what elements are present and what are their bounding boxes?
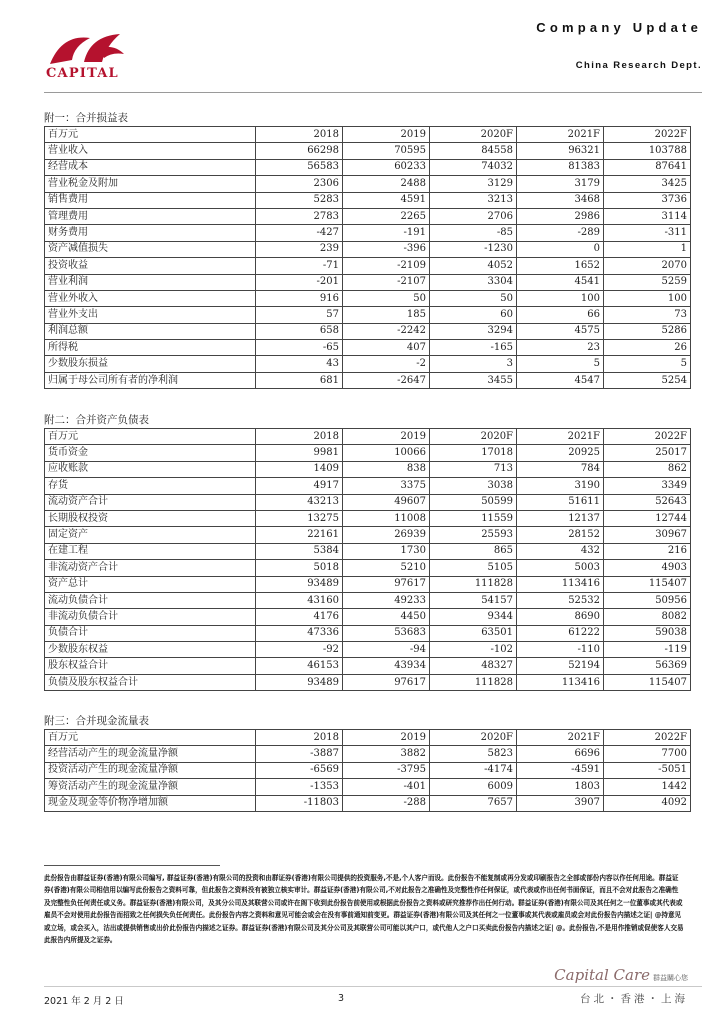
value-cell: 23 (517, 340, 604, 356)
value-cell: -165 (430, 340, 517, 356)
year-header: 2021F (517, 429, 604, 445)
value-cell: 50 (430, 290, 517, 306)
value-cell: 103788 (604, 143, 691, 159)
table-row (45, 159, 691, 175)
row-label: 资产减值损失 (45, 241, 256, 257)
value-cell: 113416 (517, 674, 604, 690)
table-row (45, 510, 691, 526)
value-cell: -311 (604, 225, 691, 241)
value-cell: -85 (430, 225, 517, 241)
value-cell: 862 (604, 461, 691, 477)
value-cell: 658 (256, 323, 343, 339)
table-header-row (45, 730, 691, 746)
value-cell: 48327 (430, 658, 517, 674)
value-cell: -3887 (256, 746, 343, 762)
value-cell: -92 (256, 642, 343, 658)
value-cell: -396 (343, 241, 430, 257)
value-cell: 5 (517, 356, 604, 372)
value-cell: -289 (517, 225, 604, 241)
table-row (45, 795, 691, 811)
value-cell: 4917 (256, 478, 343, 494)
value-cell: 12744 (604, 510, 691, 526)
value-cell: 50956 (604, 592, 691, 608)
value-cell: 1442 (604, 779, 691, 795)
table-row (45, 461, 691, 477)
row-label: 非流动负债合计 (45, 609, 256, 625)
table-row (45, 576, 691, 592)
table-header-row (45, 127, 691, 143)
value-cell: 66 (517, 307, 604, 323)
cash-flow-title: 附三：合并现金流量表 (44, 715, 149, 727)
value-cell: 43934 (343, 658, 430, 674)
row-label: 营业税金及附加 (45, 176, 256, 192)
row-label: 所得税 (45, 340, 256, 356)
value-cell: 47336 (256, 625, 343, 641)
value-cell: 7657 (430, 795, 517, 811)
table-row (45, 658, 691, 674)
value-cell: 100 (517, 290, 604, 306)
table-row (45, 625, 691, 641)
value-cell: 3129 (430, 176, 517, 192)
value-cell: 216 (604, 543, 691, 559)
value-cell: 5105 (430, 560, 517, 576)
value-cell: 2070 (604, 258, 691, 274)
unit-label: 百万元 (45, 429, 256, 445)
footer-divider (44, 986, 702, 987)
value-cell: 239 (256, 241, 343, 257)
table-row (45, 225, 691, 241)
value-cell: 916 (256, 290, 343, 306)
value-cell: 74032 (430, 159, 517, 175)
row-label: 投资收益 (45, 258, 256, 274)
table-row (45, 274, 691, 290)
value-cell: 784 (517, 461, 604, 477)
value-cell: 81383 (517, 159, 604, 175)
value-cell: -191 (343, 225, 430, 241)
year-header: 2019 (343, 730, 430, 746)
value-cell: -4174 (430, 762, 517, 778)
value-cell: 60 (430, 307, 517, 323)
table-row (45, 560, 691, 576)
value-cell: 865 (430, 543, 517, 559)
table-row (45, 494, 691, 510)
value-cell: 5018 (256, 560, 343, 576)
year-header: 2021F (517, 730, 604, 746)
page-number: 3 (338, 993, 345, 1004)
value-cell: 26939 (343, 527, 430, 543)
value-cell: 100 (604, 290, 691, 306)
value-cell: -201 (256, 274, 343, 290)
year-header: 2019 (343, 127, 430, 143)
value-cell: 43213 (256, 494, 343, 510)
value-cell: 56583 (256, 159, 343, 175)
value-cell: 9981 (256, 445, 343, 461)
brand-slogan: 群益關心您 (653, 974, 688, 982)
value-cell: 3213 (430, 192, 517, 208)
row-label: 财务费用 (45, 225, 256, 241)
row-label: 利润总额 (45, 323, 256, 339)
value-cell: 5259 (604, 274, 691, 290)
value-cell: 17018 (430, 445, 517, 461)
table-row (45, 143, 691, 159)
value-cell: 5003 (517, 560, 604, 576)
table-header-row (45, 429, 691, 445)
value-cell: 111828 (430, 674, 517, 690)
table-row (45, 176, 691, 192)
value-cell: 50 (343, 290, 430, 306)
value-cell: 12137 (517, 510, 604, 526)
value-cell: 51611 (517, 494, 604, 510)
year-header: 2021F (517, 127, 604, 143)
value-cell: -94 (343, 642, 430, 658)
row-label: 经营成本 (45, 159, 256, 175)
year-header: 2022F (604, 127, 691, 143)
year-header: 2022F (604, 429, 691, 445)
year-header: 2019 (343, 429, 430, 445)
value-cell: 3425 (604, 176, 691, 192)
value-cell: 4575 (517, 323, 604, 339)
value-cell: -65 (256, 340, 343, 356)
value-cell: 2986 (517, 208, 604, 224)
value-cell: 113416 (517, 576, 604, 592)
value-cell: 52643 (604, 494, 691, 510)
value-cell: -401 (343, 779, 430, 795)
value-cell: 30967 (604, 527, 691, 543)
table-row (45, 258, 691, 274)
row-label: 现金及现金等价物净增加额 (45, 795, 256, 811)
value-cell: -71 (256, 258, 343, 274)
table-row (45, 290, 691, 306)
value-cell: 2306 (256, 176, 343, 192)
row-label: 经营活动产生的现金流量净额 (45, 746, 256, 762)
header-divider (44, 92, 702, 93)
value-cell: 11008 (343, 510, 430, 526)
value-cell: 4052 (430, 258, 517, 274)
value-cell: 3468 (517, 192, 604, 208)
brand-name: Capital Care (554, 966, 650, 984)
value-cell: 3114 (604, 208, 691, 224)
value-cell: 6009 (430, 779, 517, 795)
value-cell: 5210 (343, 560, 430, 576)
value-cell: 96321 (517, 143, 604, 159)
unit-label: 百万元 (45, 730, 256, 746)
value-cell: 97617 (343, 576, 430, 592)
value-cell: 3294 (430, 323, 517, 339)
value-cell: 5254 (604, 372, 691, 388)
value-cell: 5 (604, 356, 691, 372)
value-cell: 432 (517, 543, 604, 559)
value-cell: 838 (343, 461, 430, 477)
value-cell: -4591 (517, 762, 604, 778)
value-cell: 2488 (343, 176, 430, 192)
value-cell: 2265 (343, 208, 430, 224)
balance-sheet-table (44, 428, 691, 691)
value-cell: 4092 (604, 795, 691, 811)
value-cell: 4903 (604, 560, 691, 576)
value-cell: 49233 (343, 592, 430, 608)
value-cell: 681 (256, 372, 343, 388)
value-cell: -119 (604, 642, 691, 658)
row-label: 在建工程 (45, 543, 256, 559)
value-cell: 4541 (517, 274, 604, 290)
value-cell: 4176 (256, 609, 343, 625)
report-date: 2021 年 2 月 2 日 (44, 996, 124, 1007)
value-cell: 57 (256, 307, 343, 323)
table-row (45, 478, 691, 494)
value-cell: 73 (604, 307, 691, 323)
value-cell: 1730 (343, 543, 430, 559)
cash-flow-table (44, 729, 691, 812)
value-cell: -102 (430, 642, 517, 658)
value-cell: 5283 (256, 192, 343, 208)
value-cell: 56369 (604, 658, 691, 674)
value-cell: 3736 (604, 192, 691, 208)
value-cell: 1803 (517, 779, 604, 795)
table-row (45, 609, 691, 625)
value-cell: 43160 (256, 592, 343, 608)
value-cell: 3375 (343, 478, 430, 494)
value-cell: 3038 (430, 478, 517, 494)
value-cell: 20925 (517, 445, 604, 461)
row-label: 股东权益合计 (45, 658, 256, 674)
table-row (45, 356, 691, 372)
value-cell: 3179 (517, 176, 604, 192)
value-cell: -110 (517, 642, 604, 658)
disclaimer-text: 此份报告由群益证券(香港)有限公司编写, 群益证券(香港)有限公司的投资和由群证券(香港)有限公司提供的投资服务,不是,个人客户而设。此份报告不能复制或再分发或印刷报告之全部或部份内容以作任何用途。群益证券(香港)有限公司相信用以编写此份报告之资料可靠，但此报告之资料没有被独立核实审计。群益证券(香港)有限公司,不对此报告之准确性及完整性作任何保证，或代表或作出任何书面保证，而且不会对此报告之准确性及完整性负任何责任或义务。群益证券(香港)有限公司，及其分公司及其联营公司或许在阁下收到此份报告前使用或根据此份报告之资料或研究推荐作出任何行动。群益证券(香港)有限公司及其任何之一位董事或其代表或雇员不会对使用此份报告而招致之任何损失负任何责任。此份报告内容之资料和意见可能会或会在没有事前通知前变更。群益证券(香港)有限公司及其任何之一位董事或其代表或雇员或会对此份报告内描述之证| @持意见或立场，或会买入，沽出或提供销售或出价此份报告内描述之证券。群益证券(香港)有限公司及其分公司及其联营公司可能以其户口，或代他人之户口买卖此份报告内描述之证| @。此份报告,不是用作推销或促使客人交易此报告内所提及之证券。 (44, 874, 684, 945)
value-cell: 3 (430, 356, 517, 372)
year-header: 2020F (430, 429, 517, 445)
value-cell: 8690 (517, 609, 604, 625)
table-row (45, 241, 691, 257)
row-label: 货币资金 (45, 445, 256, 461)
value-cell: 2783 (256, 208, 343, 224)
value-cell: 61222 (517, 625, 604, 641)
value-cell: 5384 (256, 543, 343, 559)
value-cell: 93489 (256, 674, 343, 690)
value-cell: 25593 (430, 527, 517, 543)
table-row (45, 674, 691, 690)
value-cell: 407 (343, 340, 430, 356)
value-cell: 3907 (517, 795, 604, 811)
value-cell: 0 (517, 241, 604, 257)
value-cell: 2706 (430, 208, 517, 224)
value-cell: 5286 (604, 323, 691, 339)
value-cell: -427 (256, 225, 343, 241)
row-label: 营业外支出 (45, 307, 256, 323)
value-cell: 11559 (430, 510, 517, 526)
table-row (45, 372, 691, 388)
value-cell: -5051 (604, 762, 691, 778)
table-row (45, 779, 691, 795)
row-label: 固定资产 (45, 527, 256, 543)
income-statement-table (44, 126, 691, 389)
row-label: 资产总计 (45, 576, 256, 592)
value-cell: 25017 (604, 445, 691, 461)
value-cell: 52194 (517, 658, 604, 674)
value-cell: 53683 (343, 625, 430, 641)
row-label: 营业收入 (45, 143, 256, 159)
row-label: 应收账款 (45, 461, 256, 477)
value-cell: -2109 (343, 258, 430, 274)
row-label: 管理费用 (45, 208, 256, 224)
value-cell: -1230 (430, 241, 517, 257)
row-label: 归属于母公司所有者的净利润 (45, 372, 256, 388)
value-cell: 26 (604, 340, 691, 356)
balance-sheet-title: 附二：合并资产负债表 (44, 414, 149, 426)
value-cell: 3455 (430, 372, 517, 388)
year-header: 2018 (256, 127, 343, 143)
value-cell: 4591 (343, 192, 430, 208)
row-label: 筹资活动产生的现金流量净额 (45, 779, 256, 795)
value-cell: -1353 (256, 779, 343, 795)
value-cell: -2242 (343, 323, 430, 339)
row-label: 流动负债合计 (45, 592, 256, 608)
row-label: 长期股权投资 (45, 510, 256, 526)
logo-text: CAPITAL (46, 66, 119, 81)
year-header: 2018 (256, 730, 343, 746)
value-cell: 1409 (256, 461, 343, 477)
table-row (45, 307, 691, 323)
value-cell: 1 (604, 241, 691, 257)
value-cell: 59038 (604, 625, 691, 641)
value-cell: 3349 (604, 478, 691, 494)
row-label: 少数股东权益 (45, 642, 256, 658)
value-cell: 28152 (517, 527, 604, 543)
year-header: 2018 (256, 429, 343, 445)
value-cell: 50599 (430, 494, 517, 510)
year-header: 2020F (430, 730, 517, 746)
value-cell: 43 (256, 356, 343, 372)
value-cell: 4547 (517, 372, 604, 388)
value-cell: -288 (343, 795, 430, 811)
value-cell: 115407 (604, 674, 691, 690)
table-row (45, 642, 691, 658)
value-cell: 8082 (604, 609, 691, 625)
value-cell: -3795 (343, 762, 430, 778)
value-cell: -2 (343, 356, 430, 372)
value-cell: -6569 (256, 762, 343, 778)
value-cell: 4450 (343, 609, 430, 625)
value-cell: -11803 (256, 795, 343, 811)
value-cell: -2647 (343, 372, 430, 388)
value-cell: 713 (430, 461, 517, 477)
table-row (45, 543, 691, 559)
value-cell: 3882 (343, 746, 430, 762)
table-row (45, 208, 691, 224)
row-label: 营业外收入 (45, 290, 256, 306)
value-cell: 13275 (256, 510, 343, 526)
row-label: 负债及股东权益合计 (45, 674, 256, 690)
table-row (45, 192, 691, 208)
value-cell: 9344 (430, 609, 517, 625)
value-cell: 5823 (430, 746, 517, 762)
value-cell: 66298 (256, 143, 343, 159)
value-cell: -2107 (343, 274, 430, 290)
row-label: 销售费用 (45, 192, 256, 208)
table-row (45, 527, 691, 543)
value-cell: 10066 (343, 445, 430, 461)
value-cell: 185 (343, 307, 430, 323)
value-cell: 3304 (430, 274, 517, 290)
row-label: 负债合计 (45, 625, 256, 641)
income-statement-title: 附一：合并损益表 (44, 112, 128, 124)
value-cell: 7700 (604, 746, 691, 762)
value-cell: 93489 (256, 576, 343, 592)
value-cell: 115407 (604, 576, 691, 592)
row-label: 少数股东损益 (45, 356, 256, 372)
value-cell: 6696 (517, 746, 604, 762)
value-cell: 54157 (430, 592, 517, 608)
office-cities: 台北・香港・上海 (580, 993, 688, 1005)
row-label: 投资活动产生的现金流量净额 (45, 762, 256, 778)
year-header: 2022F (604, 730, 691, 746)
value-cell: 97617 (343, 674, 430, 690)
value-cell: 87641 (604, 159, 691, 175)
value-cell: 1652 (517, 258, 604, 274)
footnote-divider (44, 865, 220, 866)
value-cell: 46153 (256, 658, 343, 674)
value-cell: 111828 (430, 576, 517, 592)
table-row (45, 746, 691, 762)
table-row (45, 445, 691, 461)
year-header: 2020F (430, 127, 517, 143)
table-row (45, 340, 691, 356)
value-cell: 63501 (430, 625, 517, 641)
report-type-title: Company Update (536, 20, 702, 35)
value-cell: 3190 (517, 478, 604, 494)
value-cell: 22161 (256, 527, 343, 543)
unit-label: 百万元 (45, 127, 256, 143)
value-cell: 49607 (343, 494, 430, 510)
row-label: 非流动资产合计 (45, 560, 256, 576)
table-row (45, 592, 691, 608)
row-label: 存货 (45, 478, 256, 494)
value-cell: 70595 (343, 143, 430, 159)
table-row (45, 762, 691, 778)
row-label: 流动资产合计 (45, 494, 256, 510)
row-label: 营业利润 (45, 274, 256, 290)
department-label: China Research Dept. (575, 60, 702, 71)
capital-care-logo (554, 966, 688, 984)
value-cell: 52532 (517, 592, 604, 608)
value-cell: 60233 (343, 159, 430, 175)
value-cell: 84558 (430, 143, 517, 159)
table-row (45, 323, 691, 339)
